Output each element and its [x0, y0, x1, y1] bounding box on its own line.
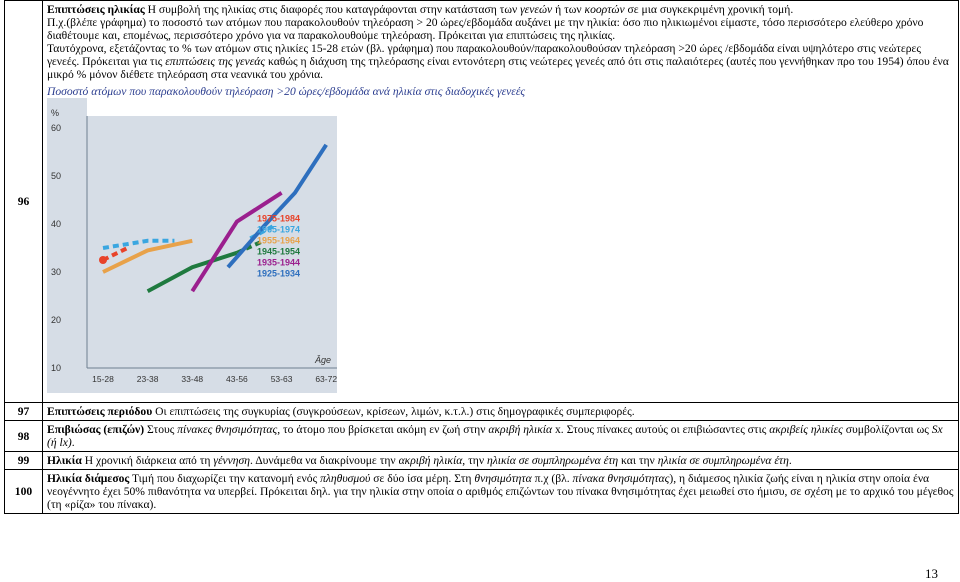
generation-text: Ταυτόχρονα, εξετάζοντας το % των ατόμων στις ηλικίες 15-28 ετών (βλ. γράφημα) που παρακολουθούν/παρακολουθούσαν τηλεόραση >20 ώρες /εβδομάδα είναι υψηλότερο στις νεώτερες γενεές.: [47, 42, 921, 68]
entry-number: 99: [5, 452, 43, 470]
text-run: σε μια συγκεκριμένη χρονική τομή.: [624, 3, 794, 16]
entry-term: Επιπτώσεις ηλικίας: [47, 3, 145, 16]
def-runs: [47, 423, 943, 449]
x-tick-label: 23-38: [136, 374, 159, 384]
y-tick-label: 10: [51, 363, 62, 373]
italic-term: γέννηση: [213, 454, 251, 467]
entry-term: Ηλικία διάμεσος: [47, 472, 130, 485]
italic-term: γενεών: [520, 3, 553, 16]
x-axis-band: [87, 368, 337, 393]
legend-entry: 1955-1964: [257, 235, 301, 246]
entry-number: 96: [5, 1, 43, 403]
y-tick-label: 20: [51, 315, 62, 325]
italic-term: θνησιμότητα: [474, 472, 532, 485]
text-run: x. Στους πίνακες αυτούς οι επιβιώσαντες στις: [552, 423, 770, 436]
text-run: .: [788, 454, 792, 467]
x-tick-label: 63-72: [315, 374, 338, 384]
entry-term: Επιβιώσας (επιζών): [47, 423, 145, 436]
series-marker: [99, 256, 107, 264]
legend-entry: 1925-1934: [257, 268, 301, 279]
italic-term: επιπτώσεις της γενεάς: [165, 55, 266, 68]
text-run: συμβολίζονται ως: [842, 423, 932, 436]
def-runs: [47, 55, 949, 81]
generation-paragraph: [47, 42, 954, 81]
example-paragraph: Π.χ.(βλέπε γράφημα) το ποσοστό των ατόμων που παρακολουθούν τηλεόραση > 20 ώρες/εβδομάδα αυξάνει με την ηλικία: όσο πιο ηλικιωμένοι είμαστε, τόσο περισσότερο ελεύθερο χρόνο διαθέτουμε και, επομένως, περισσότερο χρόνο για να παρακολουθούμε τηλεόραση. Πρόκειται για επιπτώσεις της ηλικίας.: [47, 16, 924, 42]
legend-entry: 1975-1984: [257, 213, 301, 224]
x-tick-label: 15-28: [92, 374, 114, 384]
entry-definition: [43, 421, 959, 452]
def-runs: [152, 405, 634, 418]
y-tick-label: 30: [51, 267, 62, 277]
italic-term: ηλικία σε συμπληρωμένα έτη: [486, 454, 619, 467]
y-tick-label: 50: [51, 171, 62, 181]
page-number: 13: [925, 566, 938, 581]
text-run: . Δυνάμεθα να διακρίνουμε την: [250, 454, 399, 467]
x-axis-label: Âge: [314, 355, 331, 365]
text-run: Πρόκειται για τις: [79, 55, 166, 68]
legend-entry: 1935-1944: [257, 257, 301, 268]
italic-term: πίνακα θνησιμότητας: [572, 472, 670, 485]
y-tick-label: 60: [51, 123, 62, 133]
entry-row: [5, 452, 959, 470]
chart-svg: [47, 98, 347, 393]
entry-definition: [43, 452, 959, 470]
text-run: Η συμβολή της ηλικίας στις διαφορές που καταγράφονται στην κατάσταση των: [144, 3, 521, 16]
italic-term: πίνακες θνησιμότητας: [177, 423, 278, 436]
y-unit-label: %: [51, 108, 60, 118]
text-run: Οι επιπτώσεις της συγκυρίας (συγκρούσεων, κρίσεων, λιμών, κ.τ.λ.) στις δημογραφικές συμπεριφορές.: [152, 405, 635, 418]
entry-term: Ηλικία: [47, 454, 82, 467]
def-runs: [145, 3, 793, 16]
text-run: ή των: [552, 3, 585, 16]
text-run: , το άτομο που βρίσκεται ακόμη εν ζωή στην: [277, 423, 489, 436]
text-run: ), η διάμεσος ηλικία ζωής είναι η ηλικία στην οποία ένα νεογέννητο έχει 50% πιθανότητα να υπερβεί. Πρόκειται δηλ. για την ηλικία στην οποία ο αριθμός επιζώντων του πίνακα θνησιμότητας έχει μειωθεί στο ήμισυ, σε σχέση με το αρχικό του μέγεθος (τη «ρίζα» του πίνακα).: [47, 472, 954, 511]
entry-definition: [43, 1, 959, 403]
italic-term: Sx (ή lx): [47, 423, 943, 449]
x-tick-label: 33-48: [181, 374, 204, 384]
text-run: π.χ (βλ.: [531, 472, 573, 485]
text-run: Τιμή που διαχωρίζει την κατανομή ενός: [129, 472, 321, 485]
y-tick-label: 40: [51, 219, 62, 229]
def-runs: [82, 454, 792, 467]
text-run: καθώς η διάχυση της τηλεόρασης είναι εντονότερη στις νεώτερες γενεές από ότι στις παλαιότερες (αυτές που γεννήθηκαν προ του 1954) όπου ένα μικρό % μόνον διέθετε τηλεόραση στα νεανικά του χρόνια.: [47, 55, 949, 81]
entry-number: 98: [5, 421, 43, 452]
italic-term: ακριβή ηλικία: [488, 423, 553, 436]
y-axis-band: [47, 98, 87, 393]
text-run: και την: [618, 454, 658, 467]
glossary-table: [4, 0, 959, 514]
italic-term: κοορτών: [584, 3, 625, 16]
entry-definition: [43, 470, 959, 514]
text-run: , την: [462, 454, 487, 467]
entry-row: [5, 1, 959, 403]
text-run: σε δύο ίσα μέρη. Στη: [370, 472, 475, 485]
entry-number: 97: [5, 403, 43, 421]
italic-term: ακριβή ηλικία: [398, 454, 463, 467]
tv-chart: [47, 85, 954, 396]
chart-title: Ποσοστό ατόμων που παρακολουθούν τηλεόραση >20 ώρες/εβδομάδα ανά ηλικία στις διαδοχικές γενεές: [47, 85, 526, 98]
entry-term: Επιπτώσεις περιόδου: [47, 405, 153, 418]
x-tick-label: 53-63: [270, 374, 293, 384]
entry-row: [5, 470, 959, 514]
text-run: Η χρονική διάρκεια από τη: [81, 454, 214, 467]
text-run: .: [71, 436, 75, 449]
def-runs: [47, 472, 953, 511]
entry-96-def: [47, 3, 954, 16]
legend-entry: 1965-1974: [257, 224, 301, 235]
entry-number: 100: [5, 470, 43, 514]
text-run: Στους: [144, 423, 178, 436]
entry-row: [5, 403, 959, 421]
entry-definition: [43, 403, 959, 421]
italic-term: ηλικία σε συμπληρωμένα έτη: [657, 454, 789, 467]
italic-term: πληθυσμού: [320, 472, 371, 485]
legend-entry: 1945-1954: [257, 246, 301, 257]
entry-row: [5, 421, 959, 452]
italic-term: ακριβείς ηλικίες: [769, 423, 843, 436]
x-tick-label: 43-56: [226, 374, 248, 384]
